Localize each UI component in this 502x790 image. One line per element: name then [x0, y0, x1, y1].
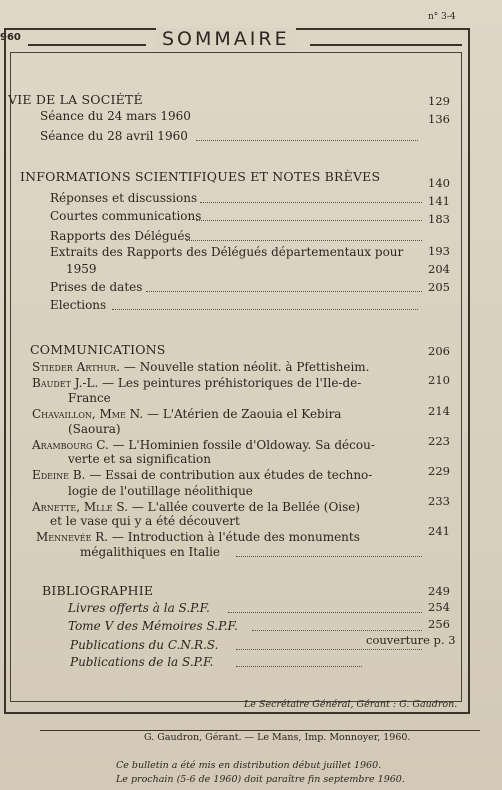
toc-entry: Rapports des Délégués [50, 229, 191, 243]
page-number: 223 [428, 434, 450, 448]
secretary-signature: Le Secrétaire Général, Gérant : G. Gaudron. [244, 699, 458, 710]
entry-title: — L'allée couverte de la Bellée (Oise) [128, 500, 361, 514]
title-rule-left [28, 44, 146, 46]
page-number: 183 [428, 212, 450, 226]
toc-entry [32, 360, 369, 374]
leader-dots [236, 649, 422, 650]
footer-rule [40, 730, 480, 731]
author: Edeine B. [32, 468, 86, 482]
page-number: 141 [428, 194, 450, 208]
leader-dots [252, 630, 422, 631]
toc-entry: Elections [50, 298, 107, 312]
printer-line: G. Gaudron, Gérant. — Le Mans, Imp. Monnoyer, 1960. [144, 732, 411, 743]
toc-entry: Publications du C.N.R.S. [70, 638, 219, 652]
leader-dots [200, 202, 422, 203]
author: Stieder Arthur. [32, 360, 121, 374]
page-number: 129 [428, 94, 450, 108]
leader-dots [236, 556, 422, 557]
toc-entry-continuation: logie de l'outillage néolithique [68, 484, 253, 498]
toc-entry [32, 438, 375, 452]
page-number: 254 [428, 600, 450, 614]
page-number: 136 [428, 112, 450, 126]
page-number: 233 [428, 494, 450, 508]
page-number: 249 [428, 584, 450, 598]
entry-title: — Essai de contribution aux études de techno- [85, 468, 373, 482]
toc-entry: Livres offerts à la S.P.F. [68, 601, 210, 615]
toc-entry: Publications de la S.P.F. [70, 655, 214, 669]
leader-dots [112, 309, 418, 310]
toc-entry: Extraits des Rapports des Délégués départementaux pour [50, 245, 404, 259]
title-rule-right [310, 44, 462, 46]
page-number: 229 [428, 464, 450, 478]
section-heading-communications: COMMUNICATIONS [30, 342, 166, 357]
page-number: 241 [428, 524, 450, 538]
toc-entry: Courtes communications [50, 209, 202, 223]
page-number: 256 [428, 617, 450, 631]
page-number: 204 [428, 262, 450, 276]
toc-entry-continuation: France [68, 391, 111, 405]
distribution-note: Ce bulletin a été mis en distribution début juillet 1960. [116, 760, 382, 771]
toc-entry: Prises de dates [50, 280, 143, 294]
toc-entry [36, 530, 360, 544]
leader-dots [228, 612, 422, 613]
author: Mennevée R. [36, 530, 109, 544]
toc-entry-continuation: 1959 [66, 262, 97, 276]
leader-dots [236, 666, 362, 667]
section-heading-informations: INFORMATIONS SCIENTIFIQUES ET NOTES BRÈVES [20, 169, 381, 184]
toc-entry-continuation: verte et sa signification [68, 452, 211, 466]
toc-entry: Séance du 24 mars 1960 [40, 109, 191, 123]
leader-dots [146, 291, 422, 292]
toc-entry: Réponses et discussions [50, 191, 198, 205]
leader-dots [186, 240, 422, 241]
toc-entry: Séance du 28 avril 1960 [40, 129, 188, 143]
toc-entry [32, 500, 360, 514]
toc-entry-continuation: et le vase qui y a été découvert [50, 514, 240, 528]
page-number: 214 [428, 404, 450, 418]
entry-title: — L'Hominien fossile d'Oldoway. Sa décou- [108, 438, 375, 452]
toc-entry: Tome V des Mémoires S.P.F. [68, 619, 238, 633]
section-heading-bibliographie: BIBLIOGRAPHIE [42, 583, 154, 598]
author: Arnette, Mlle S. [32, 500, 128, 514]
entry-title: — L'Atérien de Zaouia el Kebira [143, 407, 342, 421]
issue-number: n° 3-4 [428, 12, 456, 22]
toc-entry-continuation: (Saoura) [68, 422, 121, 436]
page-title: SOMMAIRE [156, 28, 296, 50]
toc-entry-continuation: mégalithiques en Italie [80, 545, 221, 559]
page-number: couverture p. 3 [366, 633, 456, 647]
page-number: 206 [428, 344, 450, 358]
author: Chavaillon, Mme N. [32, 407, 144, 421]
page-number: 193 [428, 244, 450, 258]
entry-title: — Introduction à l'étude des monuments [108, 530, 360, 544]
leader-dots [196, 140, 418, 141]
year-fragment: 960 [0, 32, 21, 43]
toc-entry [32, 468, 372, 482]
entry-title: — Nouvelle station néolit. à Pfettisheim. [120, 360, 370, 374]
toc-entry [32, 376, 361, 390]
entry-title: — Les peintures préhistoriques de l'Ile-de- [98, 376, 362, 390]
next-issue-note: Le prochain (5-6 de 1960) doit paraître fin septembre 1960. [116, 774, 405, 785]
section-heading-vie: VIE DE LA SOCIÉTÉ [8, 92, 143, 107]
page-number: 205 [428, 280, 450, 294]
page-number: 210 [428, 373, 450, 387]
author: Arambourg C. [32, 438, 109, 452]
leader-dots [196, 220, 422, 221]
toc-entry [32, 407, 341, 421]
author: Baudet J.-L. [32, 376, 99, 390]
page-number: 140 [428, 176, 450, 190]
